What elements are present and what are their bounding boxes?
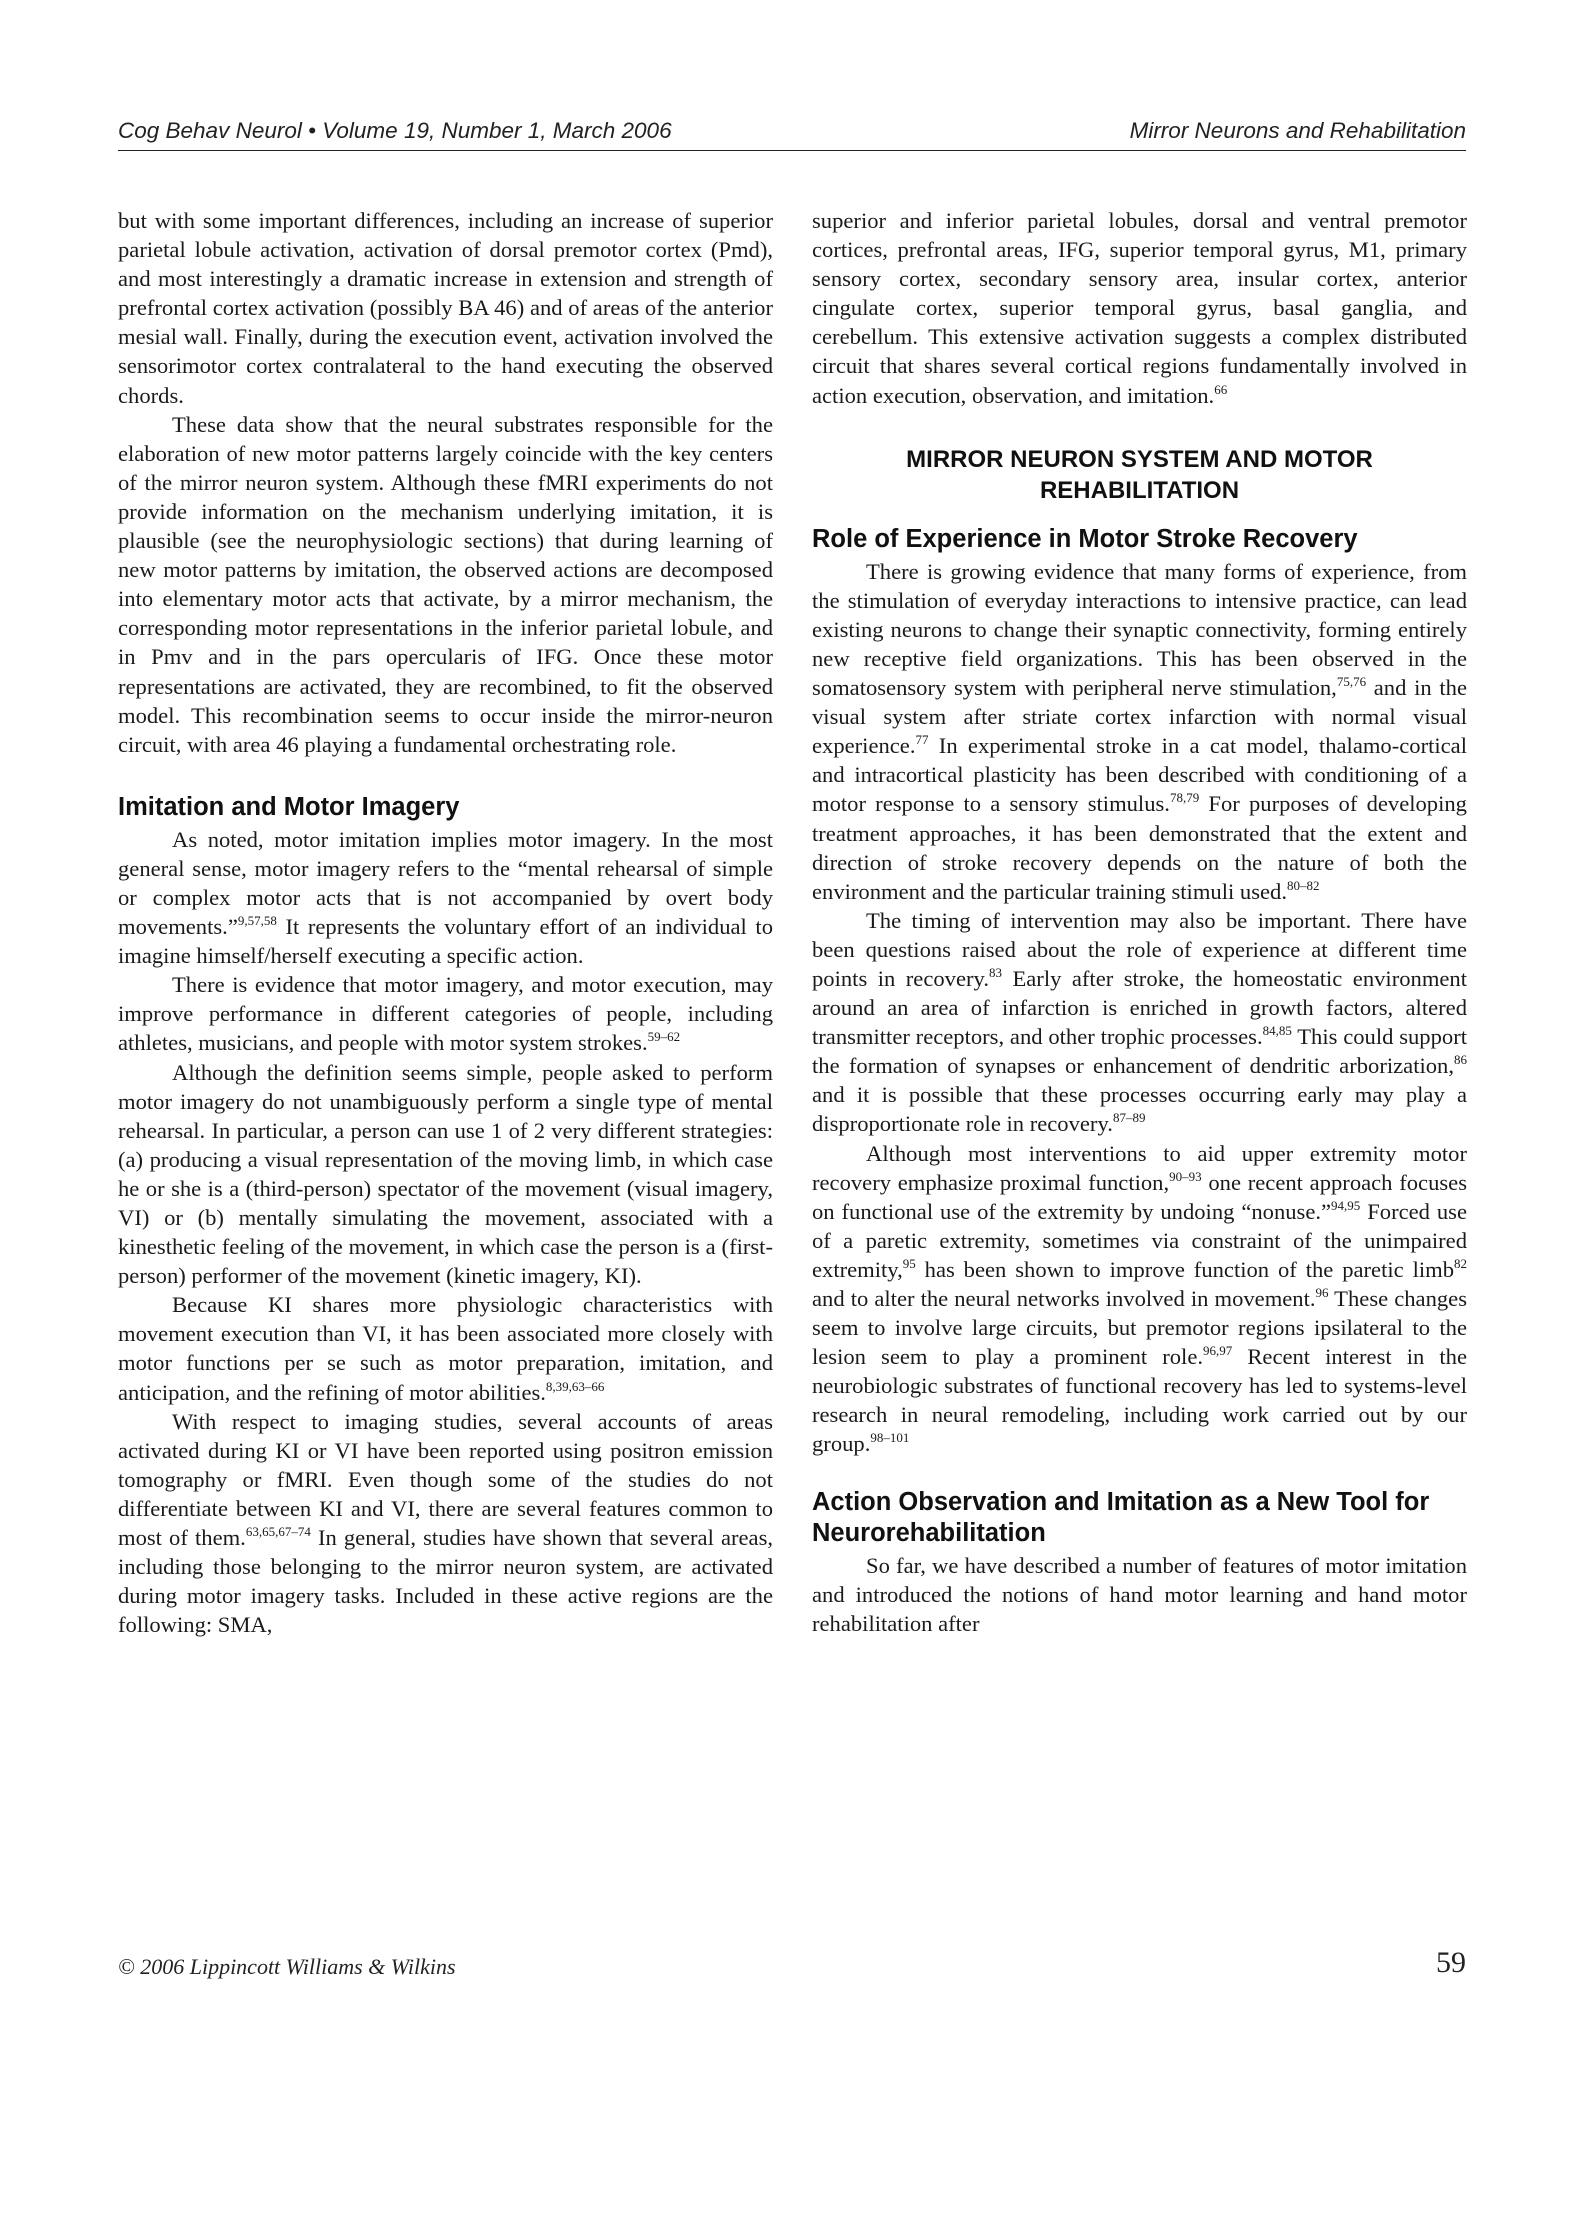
copyright-notice: © 2006 Lippincott Williams & Wilkins [118,1954,456,1979]
subsection-heading: Role of Experience in Motor Stroke Recovery [812,524,1358,553]
citation: 98–101 [870,1430,910,1446]
citation: 78,79 [1169,790,1200,806]
right-column [812,206,1467,1638]
citation: 96 [1315,1285,1329,1300]
citation: 86 [1454,1052,1467,1068]
citation: 66 [1214,381,1228,397]
paragraph: but with some important differences, including an increase of superior parietal lobule activation, activation of dorsal premotor cortex (Pmd), and most interestingly a dramatic increase in extension and strength of prefrontal cortex activation (possibly BA 46) and of areas of the anterior mesial wall. Finally, during the execution event, activation involved the sensorimotor cortex contralateral to the hand executing the observed chords. [118,208,773,408]
section-heading: MIRROR NEURON SYSTEM AND MOTOR REHABILITATION [906,445,1373,504]
citation: 9,57,58 [237,913,277,929]
paragraph: As noted, motor imitation implies motor imagery. In the most general sense, motor imagery refers to the “mental rehearsal of simple or complex motor acts that is not accompanied by overt body movements.”$^{9,57,58}$ It represents the voluntary effort of an individual to imagine himself/herself executing a specific action. [118,826,773,969]
paragraph: These data show that the neural substrates responsible for the elaboration of new motor patterns largely coincide with the key centers of the mirror neuron system. Although these fMRI experiments do not provide information on the mechanism underlying imitation, it is plausible (see the neurophysiologic sections) that during learning of new motor patterns by imitation, the observed actions are decomposed into elementary motor acts that activate, by a mirror mechanism, the corresponding motor representations in the inferior parietal lobule, and in Pmv and in the pars opercularis of IFG. Once these motor representations are activated, they are recombined, to fit the observed model. This recombination seems to occur inside the mirror-neuron circuit, with area 46 playing a fundamental orchestrating role. [118,411,773,757]
citation: 84,85 [1262,1023,1292,1039]
header-rule [118,150,1466,151]
paragraph: The timing of intervention may also be important. There have been questions raised about the role of experience at different time points in recovery.$^{83}$ Early after stroke, the homeostatic environment around an area of infarction is enriched in growth factors, altered transmitter receptors, and other trophic processes.$^{84,85}$ This could support the formation of synapses or enhancement of dendritic arborization,$^{86}$ and it is possible that these processes occurring early may play a disproportionate role in recovery.$^{87-89}$ [812,907,1467,1137]
citation: 95 [902,1255,916,1271]
paragraph: superior and inferior parietal lobules, dorsal and ventral premotor cortices, prefrontal areas, IFG, superior temporal gyrus, M1, primary sensory cortex, secondary sensory area, insular cortex, anterior cingulate cortex, superior temporal gyrus, basal ganglia, and cerebellum. This extensive activation suggests a complex distributed circuit that shares several cortical regions fundamentally involved in action execution, observation, and imitation.$^{66}$ [812,208,1467,408]
citation: 80–82 [1286,877,1320,893]
citation: 94,95 [1331,1197,1361,1213]
paragraph: Although most interventions to aid upper extremity motor recovery emphasize proximal function,$^{90-93}$ one recent approach focuses on functional use of the extremity by undoing “nonuse.”$^{94,95}$ Forced use of a paretic extremity, sometimes via constraint of the unimpaired extremity,$^{95}$ has been shown to improve function of the paretic limb$^{82}$ and to alter the neural networks involved in movement.$^{96}$ These changes seem to involve large circuits, but premotor regions ipsilateral to the lesion seem to play a prominent role.$^{96,97}$ Recent interest in the neurobiologic substrates of functional recovery has led to systems-level research in neural remodeling, including work carried out by our group.$^{98-101}$ [812,1140,1467,1457]
paragraph: Because KI shares more physiologic characteristics with movement execution than VI, it has been associated more closely with motor functions per se such as motor preparation, imitation, and anticipation, and the refining of motor abilities.$^{8,39,63-66}$ [118,1292,773,1405]
citation: 75,76 [1336,674,1367,690]
paragraph: With respect to imaging studies, several accounts of areas activated during KI or VI have been reported using positron emission tomography or fMRI. Even though some of the studies do not differentiate between KI and VI, there are several features common to most of them.$^{63,65,67-74}$ In general, studies have shown that several areas, including those belonging to the mirror neuron system, are activated during motor imagery tasks. Included in these active regions are the following: SMA, [118,1408,774,1638]
citation: 63,65,67–74 [245,1524,311,1540]
citation: 59–62 [647,1029,681,1045]
citation: 8,39,63–66 [545,1378,605,1394]
citation: 87–89 [1112,1110,1146,1126]
running-head [118,118,1466,144]
subsection-heading: Action Observation and Imitation as a New Tool for Neurorehabilitation [812,1487,1430,1547]
journal-citation: Cog Behav Neurol • Volume 19, Number 1, March 2006 [118,118,672,143]
citation: 77 [915,732,929,748]
subsection-heading: Imitation and Motor Imagery [118,792,460,821]
citation: 90–93 [1169,1168,1202,1184]
left-column [118,206,773,1639]
citation: 96,97 [1203,1343,1233,1359]
citation: 82 [1454,1255,1467,1271]
paragraph: There is evidence that motor imagery, and motor execution, may improve performance in different categories of people, including athletes, musicians, and people with motor system strokes.$^{59-62}$ [118,972,773,1056]
paragraph: Although the definition seems simple, people asked to perform motor imagery do not unambiguously perform a single type of mental rehearsal. In particular, a person can use 1 of 2 very different strategies: (a) producing a visual representation of the moving limb, in which case he or she is a (third-person) spectator of the movement (visual imagery, VI) or (b) mentally simulating the movement, associated with a kinesthetic feeling of the movement, in which case the person is a (first-person) performer of the movement (kinetic imagery, KI). [118,1059,773,1289]
paragraph: So far, we have described a number of features of motor imitation and introduced the notions of hand motor learning and hand motor rehabilitation after [812,1552,1467,1636]
paragraph: There is growing evidence that many forms of experience, from the stimulation of everyday interactions to intensive practice, can lead existing neurons to change their synaptic connectivity, forming entirely new receptive field organizations. This has been observed in the somatosensory system with peripheral nerve stimulation,$^{75,76}$ and in the visual system after striate cortex infarction with normal visual experience.$^{77}$ In experimental stroke in a cat model, thalamo-cortical and intracortical plasticity has been described with conditioning of a motor response to a sensory stimulus.$^{78,79}$ For purposes of developing treatment approaches, it has been demonstrated that the extent and direction of stroke recovery depends on the nature of both the environment and the particular training stimuli used.$^{80-82}$ [812,558,1467,904]
running-title: Mirror Neurons and Rehabilitation [1129,118,1466,143]
page-number: 59 [1436,1946,1466,1979]
citation: 83 [988,964,1002,980]
